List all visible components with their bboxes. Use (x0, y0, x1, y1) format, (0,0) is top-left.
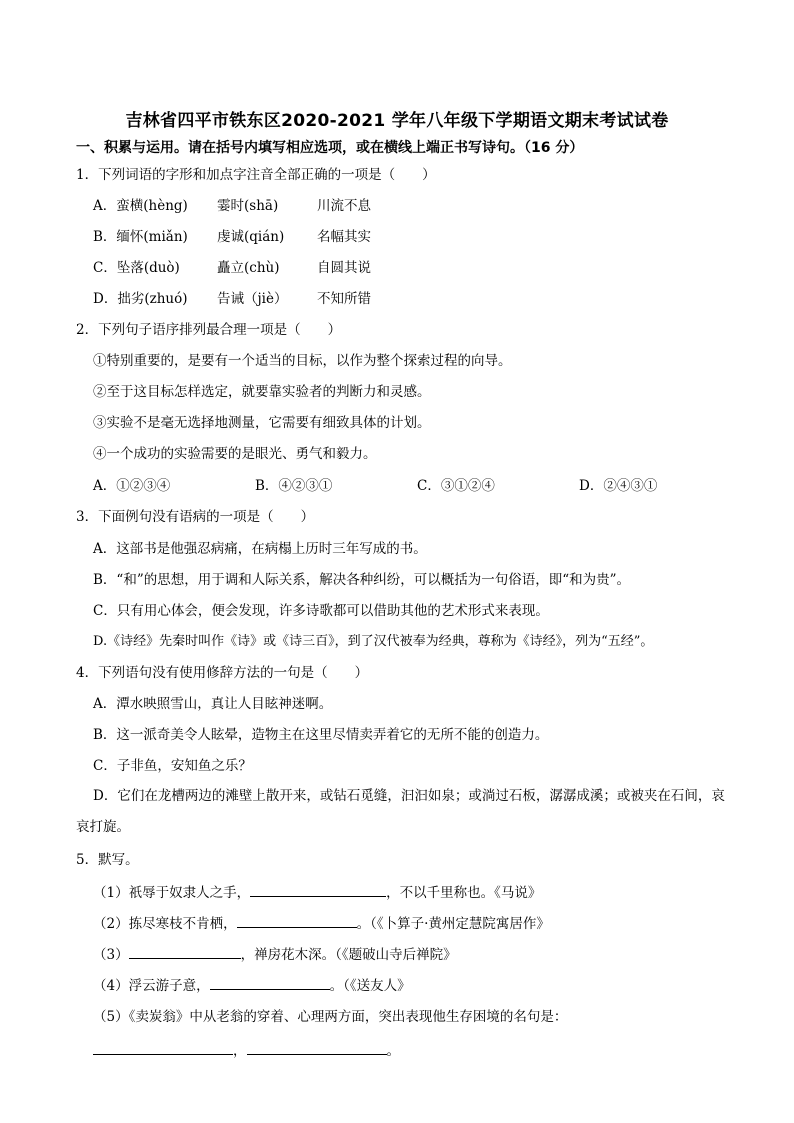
option-word-1: D．拙劣(zhuó) (93, 291, 188, 307)
question-1-option-b (93, 228, 371, 246)
question-3-stem: 3．下面例句没有语病的一项是（ ） (76, 509, 315, 525)
option-word-2: 矗立(chù) (217, 260, 280, 276)
question-4-option-a: A．潭水映照雪山，真让人目眩神迷啊。 (93, 696, 333, 712)
recite-source: 。（《卜算子·黄州定慧院寓居作》 (356, 916, 550, 932)
recite-item-3 (93, 944, 457, 964)
question-2-stem: 2．下列句子语序排列最合理一项是（ ） (76, 322, 342, 338)
option-word-1: C．坠落(duò) (93, 260, 180, 276)
recite-prompt: （1）祇辱于奴隶人之手， (93, 885, 251, 901)
question-4-option-d: D．它们在龙槽两边的滩壁上散开来，或钻石觅缝，汩汩如泉；或淌过石板，潺潺成溪；或被夹在石间，哀哀打旋。 (76, 788, 725, 835)
question-4-option-b: B．这一派奇美令人眩晕，造物主在这里尽情卖弄着它的无所不能的创造力。 (93, 727, 549, 743)
question-4-option-c: C．子非鱼，安知鱼之乐？ (93, 758, 252, 774)
question-3-option-d: D.《诗经》先秦时叫作《诗》或《诗三百》，到了汉代被奉为经典，尊称为《诗经》，列为“五经”。 (93, 634, 654, 649)
recite-prompt: （3） (93, 947, 129, 963)
section-heading: 一、积累与运用。请在括号内填写相应选项，或在横线上端正书写诗句。（16 分） (76, 140, 584, 156)
option-word-3: 不知所错 (317, 291, 371, 307)
option-word-1: A．蛮横(hèng) (93, 198, 188, 214)
question-2-sentence-3: ③实验不是毫无选择地测量，它需要有细致具体的计划。 (93, 415, 431, 431)
question-1-option-d (93, 290, 371, 308)
option-b: B．④②③① (255, 478, 333, 494)
question-3-option-b: B．“和”的思想，用于调和人际关系，解决各种纠纷，可以概括为一句俗语，即“和为贵”。 (93, 572, 631, 588)
option-word-3: 名幅其实 (317, 229, 371, 245)
recite-item-1 (93, 882, 541, 902)
question-5-stem: 5．默写。 (76, 852, 139, 868)
question-4-stem: 4．下列语句没有使用修辞方法的一句是（ ） (76, 665, 369, 681)
recite-item-4 (93, 975, 411, 995)
recite-item-2 (93, 913, 550, 933)
option-d: D．②④③① (579, 478, 658, 494)
question-3-option-a: A．这部书是他强忍病痛，在病榻上历时三年写成的书。 (93, 541, 427, 557)
recite-prompt: （4）浮云游子意， (93, 978, 210, 994)
question-2-sentence-2: ②至于这目标怎样选定，就要靠实验者的判断力和灵感。 (93, 384, 431, 400)
recite-prompt: （2）拣尽寒枝不肯栖， (93, 916, 237, 932)
option-word-3: 自圆其说 (317, 260, 371, 276)
separator: ， (233, 1043, 247, 1059)
answer-blank[interactable] (237, 913, 357, 928)
answer-blank[interactable] (250, 882, 386, 897)
option-word-2: 告诫（jiè） (217, 291, 288, 307)
recite-source: ，不以千里称也。《马说》 (386, 885, 542, 901)
question-1-option-a (93, 197, 371, 215)
answer-blank[interactable] (93, 1040, 233, 1055)
question-2-options (93, 477, 657, 495)
answer-blank[interactable] (247, 1040, 387, 1055)
question-1-option-c (93, 259, 371, 277)
recite-item-5-answers (93, 1040, 400, 1060)
recite-source: ，禅房花木深。（《题破山寺后禅院》 (240, 947, 457, 963)
recite-item-5: （5）《卖炭翁》中从老翁的穿着、心理两方面，突出表现他生存困境的名句是： (93, 1009, 568, 1025)
option-word-2: 虔诚(qián) (217, 229, 285, 245)
end-mark: 。 (386, 1043, 400, 1059)
answer-blank[interactable] (210, 975, 330, 990)
option-word-3: 川流不息 (317, 198, 371, 214)
page-title: 吉林省四平市铁东区2020-2021 学年八年级下学期语文期末考试试卷 (125, 111, 669, 131)
option-word-1: B．缅怀(miǎn) (93, 229, 188, 245)
option-a: A．①②③④ (93, 478, 171, 494)
question-3-option-c: C．只有用心体会，便会发现，许多诗歌都可以借助其他的艺术形式来表现。 (93, 603, 549, 619)
question-1-stem: 1．下列词语的字形和加点字注音全部正确的一项是（ ） (76, 167, 436, 183)
option-c: C．③①②④ (417, 478, 495, 494)
recite-source: 。（《送友人》 (329, 978, 411, 994)
question-2-sentence-1: ①特别重要的，是要有一个适当的目标，以作为整个探索过程的向导。 (93, 353, 512, 369)
answer-blank[interactable] (129, 944, 241, 959)
question-2-sentence-4: ④一个成功的实验需要的是眼光、勇气和毅力。 (93, 446, 377, 462)
option-word-2: 霎时(shā) (217, 198, 279, 214)
